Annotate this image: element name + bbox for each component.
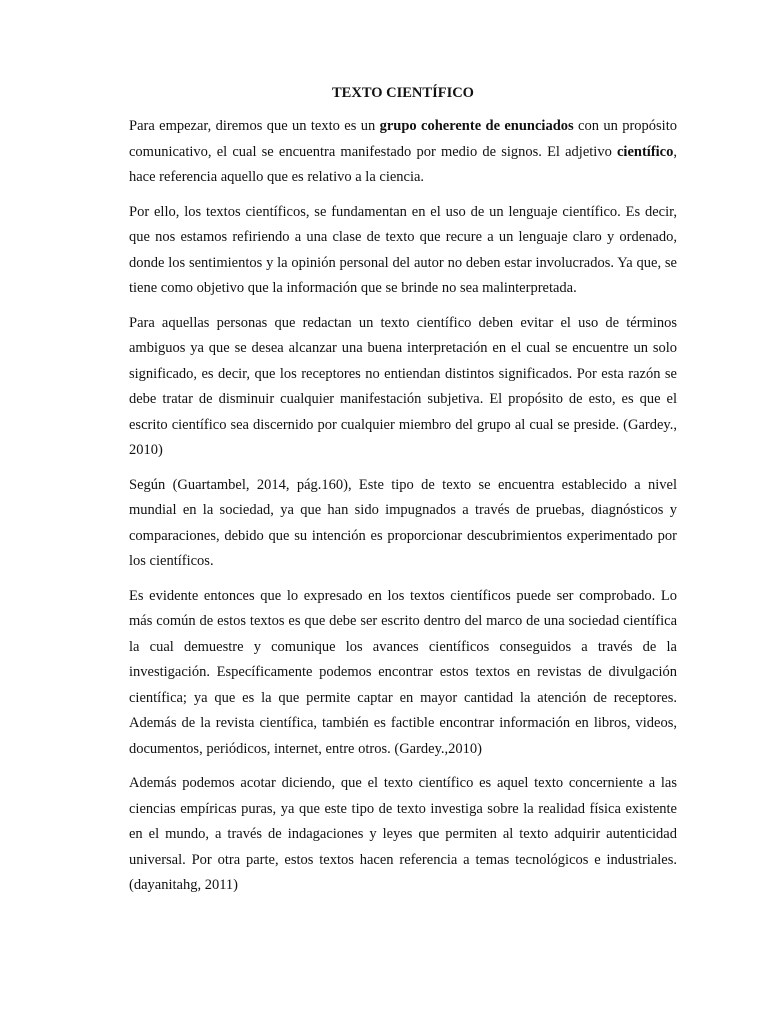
paragraph-intro xyxy=(129,114,677,191)
paragraph-lenguaje: Por ello, los textos científicos, se fundamentan en el uso de un lenguaje científico. Es decir, que nos estamos refiriendo a una clase de texto que recure a un lenguaje claro y ordenado, donde los sentimientos y la opinión personal del autor no deben estar involucrados. Ya que, se tiene como objetivo que la información que se brinde no sea malinterpretada. xyxy=(129,203,677,296)
paragraph-intro-text-a: Para empezar, diremos que un texto es un xyxy=(129,118,380,134)
paragraph-ciencias-empiricas: Además podemos acotar diciendo, que el texto científico es aquel texto concerniente a las ciencias empíricas puras, ya que este tipo de texto investiga sobre la realidad física existente en el mundo, a través de indagaciones y leyes que permiten al texto adquirir autenticidad universal. Por otra parte, estos textos hacen referencia a temas tecnológicos e industriales. (dayanitahg, 2011) xyxy=(129,775,677,893)
paragraph-intro-text-c: con un propósito comunicativo, el cual se encuentra manifestado por medio de signos. El adjetivo xyxy=(129,118,677,160)
paragraph-intro-text-e: , hace referencia aquello que es relativo a la ciencia. xyxy=(129,143,677,185)
paragraph-comprobado: Es evidente entonces que lo expresado en los textos científicos puede ser comprobado. Lo más común de estos textos es que debe ser escrito dentro del marco de una sociedad científica la cual demuestre y comunique los avances científicos conseguidos a través de la investigación. Específicamente podemos encontrar estos textos en revistas de divulgación científica; ya que es la que permite captar en mayor cantidad la atención de receptores. Además de la revista científica, también es factible encontrar información en libros, videos, documentos, periódicos, internet, entre otros. (Gardey.,2010) xyxy=(129,587,677,757)
bold-term-grupo-coherente: grupo coherente de enunciados xyxy=(379,118,574,134)
document-page xyxy=(129,83,677,908)
paragraph-guartambel: Según (Guartambel, 2014, pág.160), Este tipo de texto se encuentra establecido a nivel mundial en la sociedad, ya que han sido impugnados a través de pruebas, diagnósticos y comparaciones, debido que su intención es proporcionar descubrimientos experimentado por los científicos. xyxy=(129,476,677,569)
bold-term-cientifico: científico xyxy=(617,143,674,160)
page-title: TEXTO CIENTÍFICO xyxy=(332,85,474,101)
paragraph-terminos: Para aquellas personas que redactan un texto científico deben evitar el uso de términos ambiguos ya que se desea alcanzar una buena interpretación en el cual se encuentre un solo significado, es decir, que los receptores no entiendan distintos significados. Por esta razón se debe tratar de disminuir cualquier manifestación subjetiva. El propósito de esto, es que el escrito científico sea discernido por cualquier miembro del grupo al cual se preside. (Gardey., 2010) xyxy=(129,314,677,458)
